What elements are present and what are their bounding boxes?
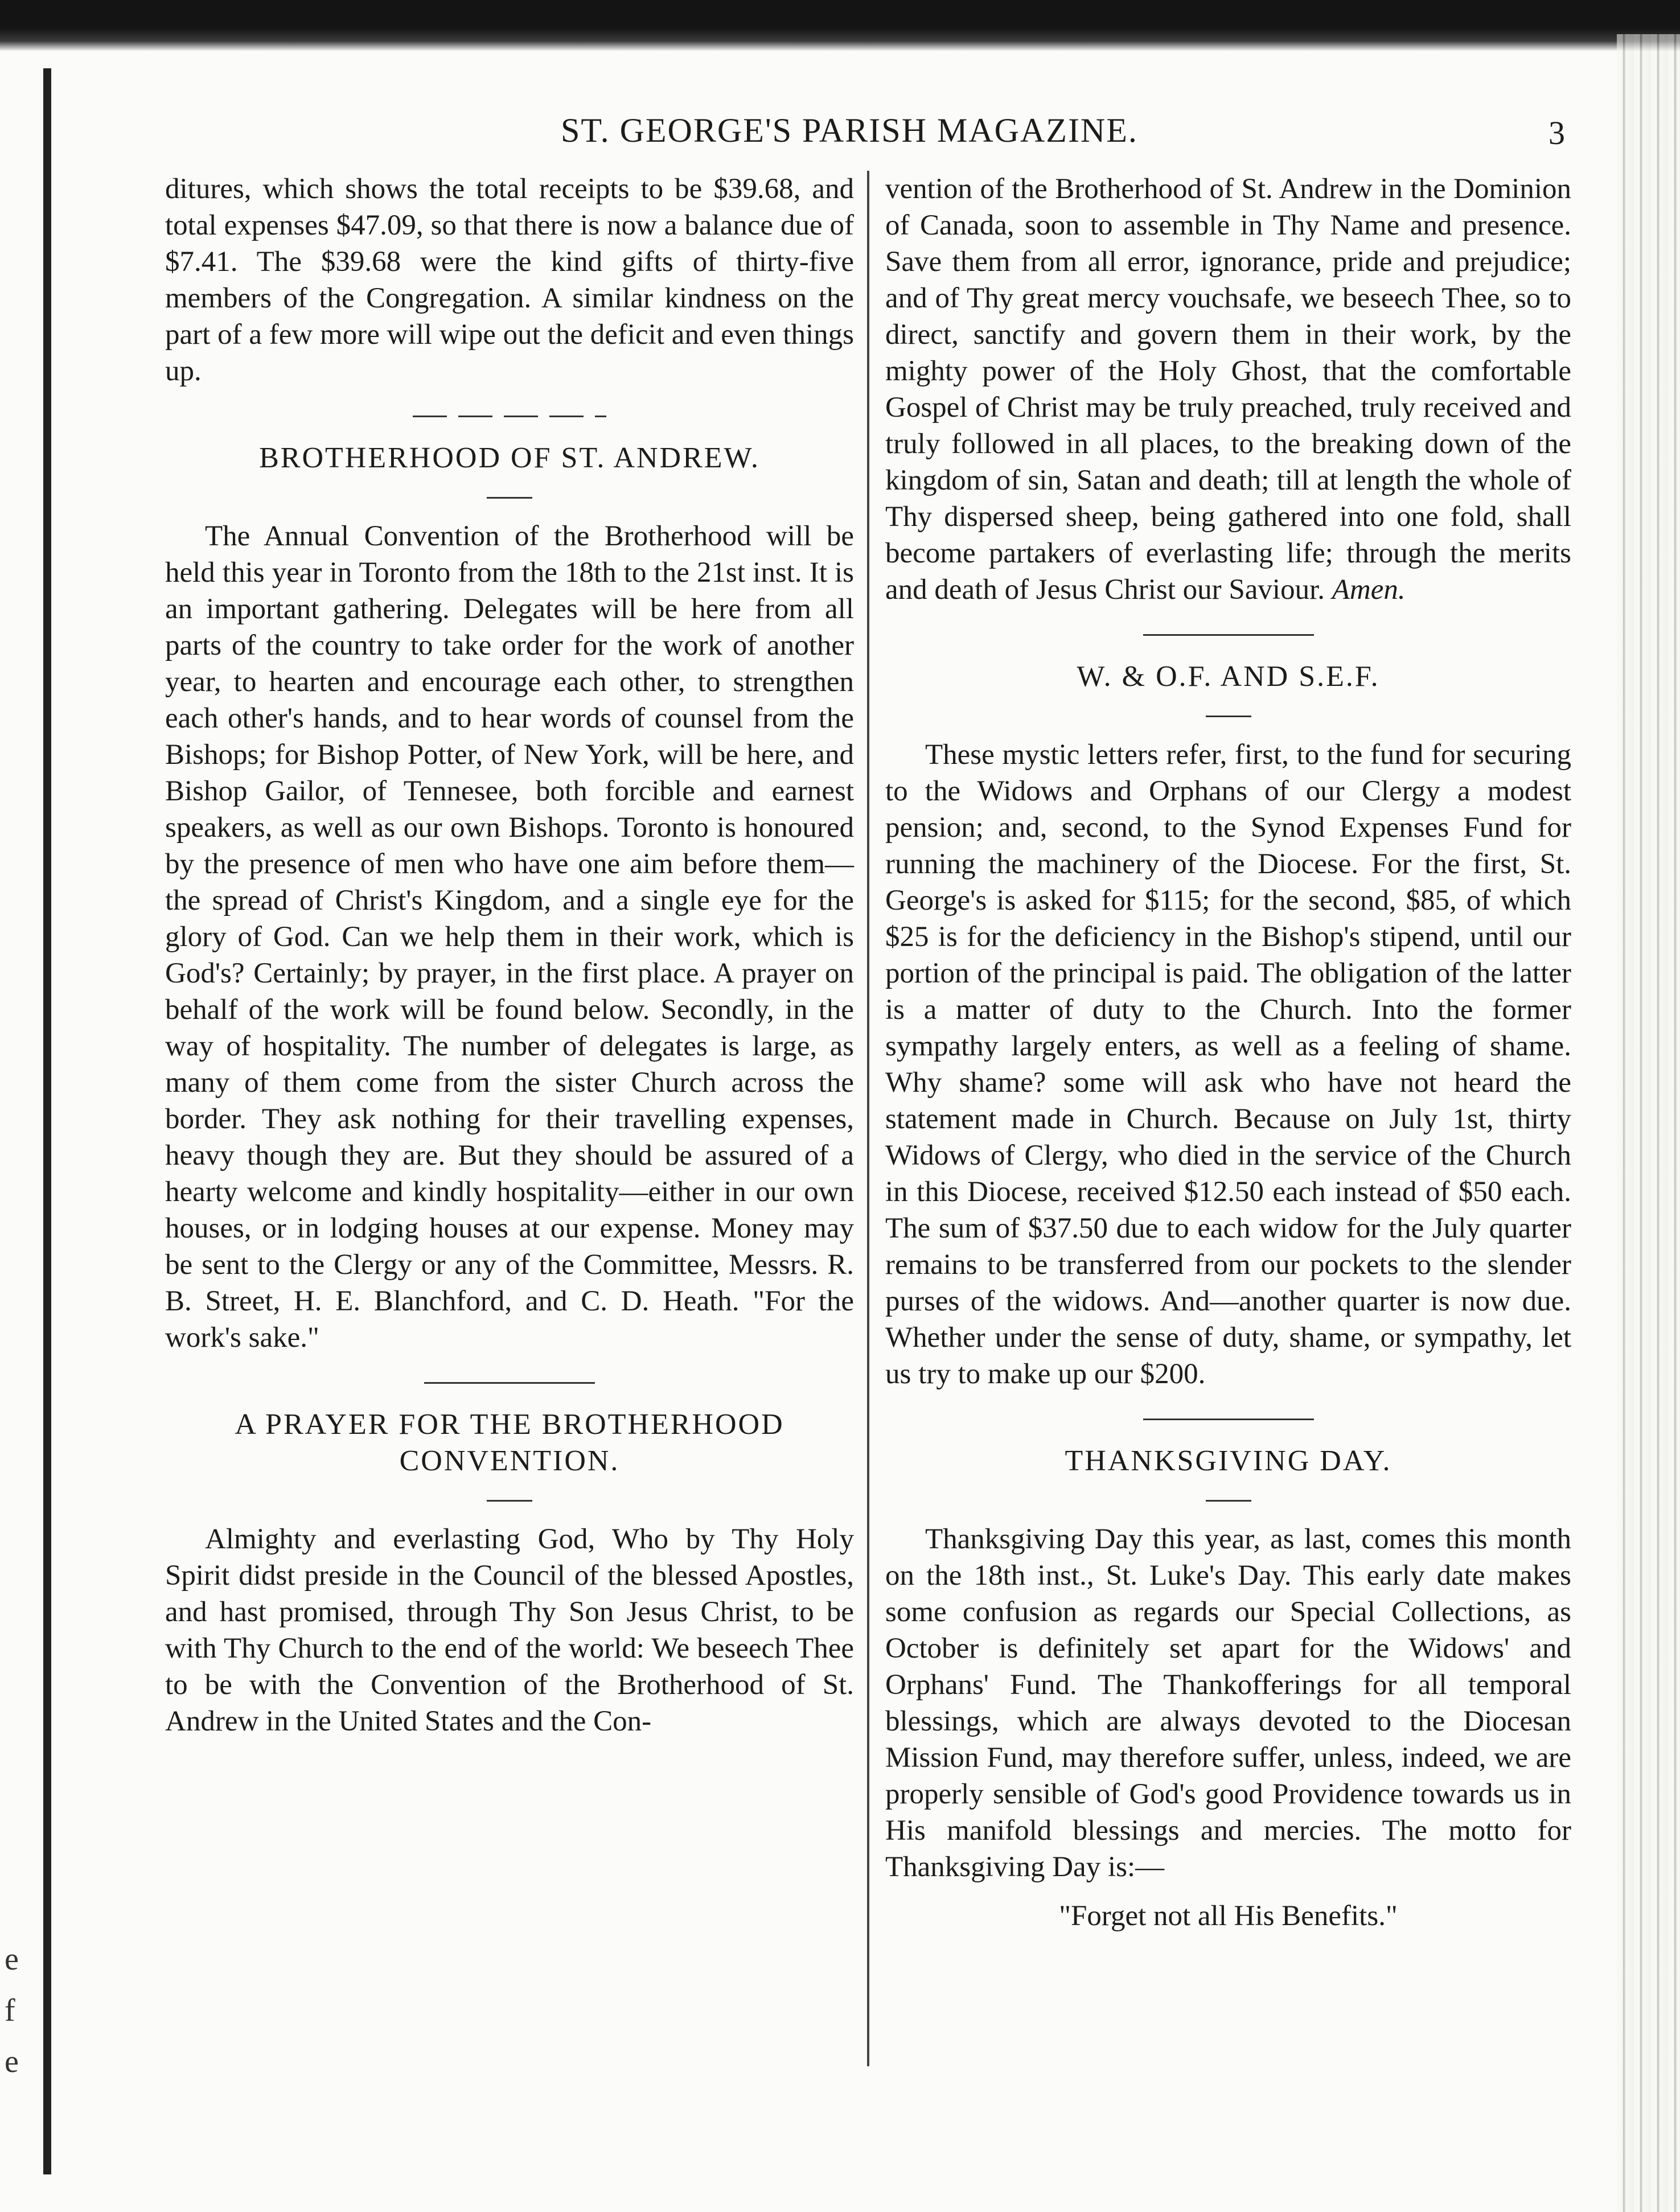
section-rule bbox=[424, 1382, 595, 1384]
section-heading-funds: W. & O.F. AND S.E.F. bbox=[1077, 660, 1380, 693]
prayer-body: Almighty and everlasting God, Who by Thy Holy Spirit didst preside in the Council of the blessed Apostles, and hast promised, through Thy Son Jesus Christ, to be with Thy Church to the end of the world: We beseech Thee to be with the Convention of the Brotherhood of St. Andrew in the United States and the Con- bbox=[165, 1523, 854, 1737]
section-rule bbox=[1143, 634, 1314, 636]
section-heading-brotherhood: BROTHERHOOD OF ST. ANDREW. bbox=[259, 442, 760, 474]
heading-underline bbox=[487, 1500, 532, 1502]
margin-letter: f bbox=[5, 1993, 15, 2028]
prayer-amen: Amen. bbox=[1332, 574, 1406, 606]
brotherhood-body: The Annual Convention of the Brotherhood will be held this year in Toronto from the 18th to the 21st inst. It is an important gathering. Delegates will be here from all parts of the country to take order for the work of another year, to hearten and encourage each other, to strengthen each other's hands, and to hear words of counsel from the Bishops; for Bishop Potter, of New York, will be here, and Bishop Gailor, of Tennesee, both forcible and earnest speakers, as well as our own Bishops. Toronto is honoured by the presence of men who have one aim before them—the spread of Christ's Kingdom, and a single eye for the glory of God. Can we help them in their work, which is God's? Certainly; by prayer, in the first place. A prayer on behalf of the work will be found below. Secondly, in the way of hospitality. The number of delegates is large, as many of them come from the sister Church across the border. They ask nothing for their travelling expenses, heavy though they are. But they should be assured of a hearty welcome and kindly hospitality—either in our own houses, or in lodging houses at our expense. Money may be sent to the Clergy or any of the Committee, Messrs. R. B. Street, H. E. Blanchford, and C. D. Heath. "For the work's sake." bbox=[165, 520, 854, 1354]
heading-underline bbox=[1206, 716, 1251, 717]
prayer-continued bbox=[885, 171, 1571, 608]
left-column bbox=[165, 171, 854, 2118]
heading-underline bbox=[487, 497, 532, 499]
thanksgiving-body: Thanksgiving Day this year, as last, comes this month on the 18th inst., St. Luke's Day. This early date makes some confusion as regards our Special Collections, as October is definitely set apart for the Widows' and Orphans' Fund. The Thankofferings for all temporal blessings, which are always devoted to the Diocesan Mission Fund, may therefore suffer, unless, indeed, we are properly sensible of God's good Providence towards us in His manifold blessings and mercies. The motto for Thanksgiving Day is:— bbox=[885, 1523, 1571, 1883]
section-rule bbox=[413, 416, 606, 417]
page-header-title: ST. GEORGE'S PARISH MAGAZINE. bbox=[561, 112, 1138, 149]
heading-underline bbox=[1206, 1500, 1251, 1502]
page-number: 3 bbox=[1548, 114, 1565, 151]
column-divider bbox=[867, 171, 869, 2066]
section-rule bbox=[1143, 1419, 1314, 1420]
margin-letter: e bbox=[5, 1942, 19, 1977]
margin-letter: e bbox=[5, 2044, 19, 2079]
funds-body: These mystic letters refer, first, to the fund for securing to the Widows and Orphans of our Clergy a modest pension; and, second, to the Synod Expenses Fund for running the machinery of the Diocese. For the first, St. George's is asked for $115; for the second, $85, of which $25 is for the deficiency in the Bishop's stipend, until our portion of the principal is paid. The obligation of the latter is a matter of duty to the Church. Into the former sympathy largely enters, as well as a feeling of shame. Why shame? some will ask who have not heard the statement made in Church. Because on July 1st, thirty Widows of Clergy, who died in the service of the Church in this Diocese, received $12.50 each instead of $50 each. The sum of $37.50 due to each widow for the July quarter remains to be transferred from our pockets to the slender purses of the widows. And—another quarter is now due. Whether under the sense of duty, shame, or sympathy, let us try to make up our $200. bbox=[885, 739, 1571, 1390]
scan-right-edge bbox=[1617, 34, 1680, 2212]
section-heading-prayer: A PRAYER FOR THE BROTHERHOOD CONVENTION. bbox=[235, 1408, 784, 1477]
thanksgiving-motto: "Forget not all His Benefits." bbox=[1059, 1900, 1398, 1932]
right-column bbox=[885, 171, 1571, 2118]
scan-top-edge bbox=[0, 0, 1680, 51]
prayer-continued-text: vention of the Brotherhood of St. Andrew in the Dominion of Canada, soon to assemble in Thy Name and presence. Save them from all error, ignorance, pride and prejudice; and of Thy great mercy vouchsafe, we beseech Thee, so to direct, sanctify and govern them in their work, by the mighty power of the Holy Ghost, that the comfortable Gospel of Christ may be truly preached, truly received and truly followed in all places, to the breaking down of the kingdom of sin, Satan and death; till at length the whole of Thy dispersed sheep, being gathered into one fold, shall become partakers of everlasting life; through the merits and death of Jesus Christ our Saviour. bbox=[885, 173, 1571, 606]
section-heading-thanksgiving: THANKSGIVING DAY. bbox=[1065, 1445, 1392, 1477]
scan-left-edge bbox=[43, 68, 51, 2174]
continued-paragraph: ditures, which shows the total receipts to be $39.68, and total expenses $47.09, so that there is now a balance due of $7.41. The $39.68 were the kind gifts of thirty-five members of the Congregation. A similar kindness on the part of a few more will wipe out the deficit and even things up. bbox=[165, 173, 854, 387]
